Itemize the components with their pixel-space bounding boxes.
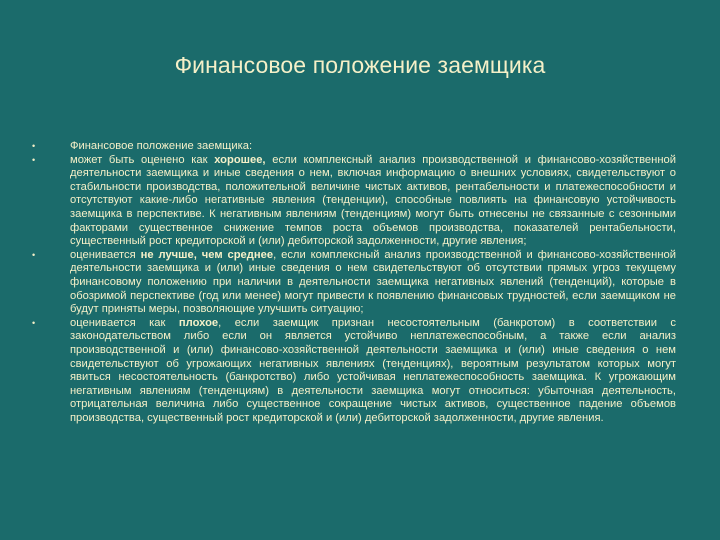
bullet-icon: • bbox=[32, 141, 36, 151]
item-text: оценивается не лучше, чем среднее, если комплексный анализ производственной и финансово-хозяйственной деятельности заемщика и (или) иные сведения о нем свидетельствуют об отсутствии прямых угроз текущему финансовому положению при наличии в деятельности заемщика негативных явлений (тенденций), которые в обозримой перспективе (год или менее) могут привести к появлению финансовых трудностей, если заемщиком не будут приняты меры, позволяющие улучшить ситуацию; bbox=[70, 248, 676, 316]
bullet-icon: • bbox=[32, 317, 36, 328]
bullet-icon: • bbox=[32, 154, 36, 165]
bullet-list bbox=[28, 140, 676, 425]
list-item bbox=[28, 317, 676, 426]
list-item bbox=[28, 140, 676, 154]
item-text: может быть оценено как хорошее, если комплексный анализ производственной и финансово-хозяйственной деятельности заемщика и иные сведения о нем, включая информацию о внешних условиях, свидетельствуют о стабильности производства, положительной величине чистых активов, рентабельности и платежеспособности и отсутствуют какие-либо негативные явления (тенденции), способные повлиять на финансовую устойчивость заемщика в перспективе. К негативным явлениям (тенденциям) могут быть отнесены не связанные с сезонными факторами существенное снижение темпов роста объемов производства, показателей рентабельности, существенный рост кредиторской и (или) дебиторской задолженности, другие явления; bbox=[70, 153, 676, 248]
bullet-icon: • bbox=[32, 249, 36, 260]
list-item bbox=[28, 154, 676, 249]
item-text: оценивается как плохое, если заемщик признан несостоятельным (банкротом) в соответствии с законодательством либо если он является устойчиво неплатежеспособным, а также если анализ производственной и (или) финансово-хозяйственной деятельности заемщика и (или) иные сведения о нем свидетельствуют об угрожающих негативных явлениях (тенденциях), вероятным результатом которых могут явиться несостоятельность (банкротство) либо устойчивая неплатежеспособность заемщика. К угрожающим негативным явлениям (тенденциям) в деятельности заемщика могут относиться: убыточная деятельность, отрицательная величина либо существенное сокращение чистых активов, существенное падение объемов производства, существенный рост кредиторской и (или) дебиторской задолженности, другие явления. bbox=[70, 316, 677, 424]
list-item bbox=[28, 249, 676, 317]
slide-title: Финансовое положение заемщика bbox=[174, 52, 546, 78]
item-text: Финансовое положение заемщика: bbox=[70, 140, 253, 152]
